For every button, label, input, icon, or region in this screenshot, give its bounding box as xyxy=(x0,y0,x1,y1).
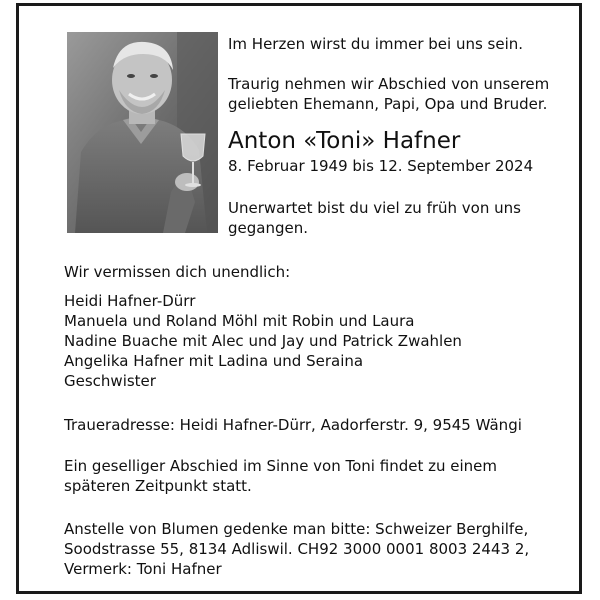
family-member: Heidi Hafner-Dürr xyxy=(64,292,196,310)
donation-line: Soodstrasse 55, 8134 Adliswil. CH92 3000 0001 8003 2443 2, xyxy=(64,540,530,558)
family-member: Angelika Hafner mit Ladina und Seraina xyxy=(64,352,364,370)
donation-line: Vermerk: Toni Hafner xyxy=(64,560,222,578)
mourning-address: Traueradresse: Heidi Hafner-Dürr, Aadorferstr. 9, 9545 Wängi xyxy=(64,416,522,434)
farewell-text xyxy=(64,456,497,496)
life-dates: 8. Februar 1949 bis 12. September 2024 xyxy=(228,157,534,175)
mourning-line: geliebten Ehemann, Papi, Opa und Bruder. xyxy=(228,95,548,113)
mourning-line: Traurig nehmen wir Abschied von unserem xyxy=(228,75,550,93)
unexpected-line: gegangen. xyxy=(228,219,308,237)
family-member: Nadine Buache mit Alec und Jay und Patrick Zwahlen xyxy=(64,332,462,350)
mourning-text xyxy=(228,74,549,114)
unexpected-text xyxy=(228,198,521,238)
unexpected-line: Unerwartet bist du viel zu früh von uns xyxy=(228,199,521,217)
deceased-name: Anton «Toni» Hafner xyxy=(228,128,461,154)
obituary-frame xyxy=(16,3,582,594)
donation-line: Anstelle von Blumen gedenke man bitte: Schweizer Berghilfe, xyxy=(64,520,529,538)
family-member: Geschwister xyxy=(64,372,156,390)
farewell-line: späteren Zeitpunkt statt. xyxy=(64,477,252,495)
intro-line: Im Herzen wirst du immer bei uns sein. xyxy=(228,35,524,53)
portrait-photo xyxy=(67,32,218,233)
family-member: Manuela und Roland Möhl mit Robin und Laura xyxy=(64,312,415,330)
miss-line: Wir vermissen dich unendlich: xyxy=(64,263,291,281)
donation-text xyxy=(64,519,529,579)
family-list xyxy=(64,291,462,391)
farewell-line: Ein geselliger Abschied im Sinne von Toni findet zu einem xyxy=(64,457,497,475)
